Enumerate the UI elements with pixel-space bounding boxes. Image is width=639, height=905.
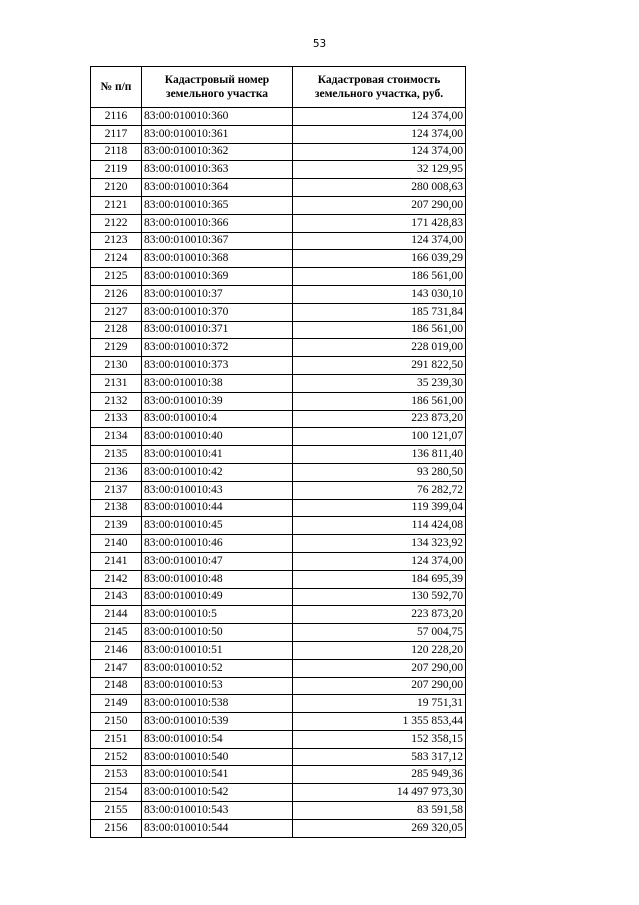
cadastral-number-cell: 83:00:010010:370 <box>142 303 293 321</box>
table-row <box>91 677 466 695</box>
table-header-row <box>91 67 466 108</box>
table-row <box>91 499 466 517</box>
row-number-cell: 2142 <box>91 570 142 588</box>
table-row <box>91 125 466 143</box>
cadastral-number-cell: 83:00:010010:540 <box>142 748 293 766</box>
cadastral-number-cell: 83:00:010010:52 <box>142 659 293 677</box>
table-row <box>91 321 466 339</box>
table-row <box>91 410 466 428</box>
cadastral-value-cell: 83 591,58 <box>293 802 466 820</box>
table-row <box>91 784 466 802</box>
cadastral-number-cell: 83:00:010010:361 <box>142 125 293 143</box>
cadastral-value-cell: 57 004,75 <box>293 624 466 642</box>
cadastral-number-cell: 83:00:010010:371 <box>142 321 293 339</box>
cadastral-value-cell: 100 121,07 <box>293 428 466 446</box>
cadastral-number-cell: 83:00:010010:539 <box>142 713 293 731</box>
row-number-cell: 2119 <box>91 161 142 179</box>
row-number-cell: 2136 <box>91 463 142 481</box>
cadastral-number-cell: 83:00:010010:44 <box>142 499 293 517</box>
cadastral-number-cell: 83:00:010010:363 <box>142 161 293 179</box>
row-number-cell: 2148 <box>91 677 142 695</box>
cadastral-value-cell: 124 374,00 <box>293 232 466 250</box>
cadastral-number-cell: 83:00:010010:5 <box>142 606 293 624</box>
cadastral-value-cell: 119 399,04 <box>293 499 466 517</box>
table-row <box>91 374 466 392</box>
cadastral-number-cell: 83:00:010010:39 <box>142 392 293 410</box>
cadastral-number-cell: 83:00:010010:366 <box>142 214 293 232</box>
cadastral-value-cell: 186 561,00 <box>293 268 466 286</box>
cadastral-value-cell: 120 228,20 <box>293 641 466 659</box>
table-row <box>91 695 466 713</box>
cadastral-value-cell: 186 561,00 <box>293 392 466 410</box>
row-number-cell: 2140 <box>91 535 142 553</box>
cadastral-number-cell: 83:00:010010:367 <box>142 232 293 250</box>
cadastral-value-cell: 185 731,84 <box>293 303 466 321</box>
cadastral-value-cell: 166 039,29 <box>293 250 466 268</box>
table-row <box>91 552 466 570</box>
cadastral-number-cell: 83:00:010010:369 <box>142 268 293 286</box>
table-row <box>91 108 466 126</box>
table-row <box>91 802 466 820</box>
table-row <box>91 196 466 214</box>
row-number-cell: 2152 <box>91 748 142 766</box>
column-header-num: № п/п <box>91 67 142 108</box>
row-number-cell: 2116 <box>91 108 142 126</box>
cadastral-number-cell: 83:00:010010:360 <box>142 108 293 126</box>
row-number-cell: 2126 <box>91 285 142 303</box>
cadastral-value-cell: 19 751,31 <box>293 695 466 713</box>
table-row <box>91 641 466 659</box>
cadastral-number-cell: 83:00:010010:543 <box>142 802 293 820</box>
cadastral-value-table <box>90 66 466 838</box>
cadastral-value-cell: 280 008,63 <box>293 179 466 197</box>
cadastral-value-cell: 152 358,15 <box>293 730 466 748</box>
row-number-cell: 2132 <box>91 392 142 410</box>
table-row <box>91 517 466 535</box>
table-row <box>91 463 466 481</box>
cadastral-number-cell: 83:00:010010:372 <box>142 339 293 357</box>
row-number-cell: 2125 <box>91 268 142 286</box>
cadastral-value-cell: 76 282,72 <box>293 481 466 499</box>
row-number-cell: 2128 <box>91 321 142 339</box>
cadastral-number-cell: 83:00:010010:544 <box>142 819 293 837</box>
row-number-cell: 2120 <box>91 179 142 197</box>
table-row <box>91 606 466 624</box>
table-row <box>91 268 466 286</box>
row-number-cell: 2143 <box>91 588 142 606</box>
row-number-cell: 2123 <box>91 232 142 250</box>
table-row <box>91 232 466 250</box>
cadastral-value-cell: 124 374,00 <box>293 125 466 143</box>
table-header <box>91 67 466 108</box>
row-number-cell: 2149 <box>91 695 142 713</box>
cadastral-number-cell: 83:00:010010:362 <box>142 143 293 161</box>
table-row <box>91 659 466 677</box>
column-header-cadastral-value: Кадастровая стоимость земельного участка, руб. <box>293 67 466 108</box>
table-body <box>91 108 466 838</box>
table-row <box>91 179 466 197</box>
row-number-cell: 2122 <box>91 214 142 232</box>
cadastral-value-cell: 285 949,36 <box>293 766 466 784</box>
row-number-cell: 2144 <box>91 606 142 624</box>
row-number-cell: 2156 <box>91 819 142 837</box>
row-number-cell: 2138 <box>91 499 142 517</box>
row-number-cell: 2127 <box>91 303 142 321</box>
cadastral-number-cell: 83:00:010010:45 <box>142 517 293 535</box>
cadastral-number-cell: 83:00:010010:37 <box>142 285 293 303</box>
cadastral-value-cell: 223 873,20 <box>293 410 466 428</box>
cadastral-number-cell: 83:00:010010:373 <box>142 357 293 375</box>
table-row <box>91 446 466 464</box>
table-row <box>91 481 466 499</box>
cadastral-value-cell: 134 323,92 <box>293 535 466 553</box>
cadastral-number-cell: 83:00:010010:43 <box>142 481 293 499</box>
table-row <box>91 535 466 553</box>
cadastral-number-cell: 83:00:010010:49 <box>142 588 293 606</box>
row-number-cell: 2131 <box>91 374 142 392</box>
cadastral-value-cell: 35 239,30 <box>293 374 466 392</box>
cadastral-number-cell: 83:00:010010:542 <box>142 784 293 802</box>
table-row <box>91 819 466 837</box>
cadastral-number-cell: 83:00:010010:364 <box>142 179 293 197</box>
cadastral-value-cell: 124 374,00 <box>293 143 466 161</box>
table-row <box>91 357 466 375</box>
row-number-cell: 2135 <box>91 446 142 464</box>
cadastral-value-cell: 583 317,12 <box>293 748 466 766</box>
cadastral-number-cell: 83:00:010010:38 <box>142 374 293 392</box>
row-number-cell: 2124 <box>91 250 142 268</box>
cadastral-number-cell: 83:00:010010:50 <box>142 624 293 642</box>
row-number-cell: 2141 <box>91 552 142 570</box>
table-row <box>91 766 466 784</box>
table-row <box>91 624 466 642</box>
cadastral-value-cell: 93 280,50 <box>293 463 466 481</box>
cadastral-value-cell: 223 873,20 <box>293 606 466 624</box>
cadastral-number-cell: 83:00:010010:51 <box>142 641 293 659</box>
row-number-cell: 2139 <box>91 517 142 535</box>
cadastral-value-cell: 130 592,70 <box>293 588 466 606</box>
row-number-cell: 2137 <box>91 481 142 499</box>
table-row <box>91 713 466 731</box>
cadastral-number-cell: 83:00:010010:541 <box>142 766 293 784</box>
row-number-cell: 2133 <box>91 410 142 428</box>
table-row <box>91 428 466 446</box>
cadastral-number-cell: 83:00:010010:53 <box>142 677 293 695</box>
row-number-cell: 2117 <box>91 125 142 143</box>
cadastral-number-cell: 83:00:010010:40 <box>142 428 293 446</box>
table-row <box>91 748 466 766</box>
row-number-cell: 2155 <box>91 802 142 820</box>
row-number-cell: 2118 <box>91 143 142 161</box>
cadastral-number-cell: 83:00:010010:42 <box>142 463 293 481</box>
row-number-cell: 2153 <box>91 766 142 784</box>
cadastral-value-cell: 207 290,00 <box>293 677 466 695</box>
row-number-cell: 2150 <box>91 713 142 731</box>
row-number-cell: 2151 <box>91 730 142 748</box>
cadastral-value-cell: 124 374,00 <box>293 108 466 126</box>
table-row <box>91 392 466 410</box>
table-row <box>91 339 466 357</box>
cadastral-value-cell: 143 030,10 <box>293 285 466 303</box>
table-row <box>91 570 466 588</box>
cadastral-value-cell: 171 428,83 <box>293 214 466 232</box>
cadastral-number-cell: 83:00:010010:538 <box>142 695 293 713</box>
table-row <box>91 730 466 748</box>
column-header-cadastral-number: Кадастровый номер земельного участка <box>142 67 293 108</box>
cadastral-value-cell: 207 290,00 <box>293 196 466 214</box>
table-row <box>91 214 466 232</box>
cadastral-value-cell: 32 129,95 <box>293 161 466 179</box>
row-number-cell: 2145 <box>91 624 142 642</box>
row-number-cell: 2154 <box>91 784 142 802</box>
table-row <box>91 588 466 606</box>
row-number-cell: 2147 <box>91 659 142 677</box>
cadastral-number-cell: 83:00:010010:41 <box>142 446 293 464</box>
table-row <box>91 143 466 161</box>
row-number-cell: 2121 <box>91 196 142 214</box>
cadastral-number-cell: 83:00:010010:365 <box>142 196 293 214</box>
cadastral-number-cell: 83:00:010010:368 <box>142 250 293 268</box>
table-row <box>91 161 466 179</box>
cadastral-value-cell: 291 822,50 <box>293 357 466 375</box>
cadastral-value-cell: 1 355 853,44 <box>293 713 466 731</box>
page-number: 53 <box>312 38 327 50</box>
table-row <box>91 250 466 268</box>
cadastral-number-cell: 83:00:010010:54 <box>142 730 293 748</box>
table-row <box>91 285 466 303</box>
cadastral-value-cell: 136 811,40 <box>293 446 466 464</box>
cadastral-value-cell: 207 290,00 <box>293 659 466 677</box>
cadastral-value-cell: 269 320,05 <box>293 819 466 837</box>
cadastral-number-cell: 83:00:010010:48 <box>142 570 293 588</box>
cadastral-value-cell: 186 561,00 <box>293 321 466 339</box>
cadastral-value-cell: 228 019,00 <box>293 339 466 357</box>
row-number-cell: 2146 <box>91 641 142 659</box>
cadastral-value-cell: 124 374,00 <box>293 552 466 570</box>
row-number-cell: 2134 <box>91 428 142 446</box>
cadastral-value-cell: 184 695,39 <box>293 570 466 588</box>
cadastral-number-cell: 83:00:010010:46 <box>142 535 293 553</box>
table-row <box>91 303 466 321</box>
cadastral-number-cell: 83:00:010010:47 <box>142 552 293 570</box>
cadastral-value-cell: 114 424,08 <box>293 517 466 535</box>
row-number-cell: 2129 <box>91 339 142 357</box>
row-number-cell: 2130 <box>91 357 142 375</box>
cadastral-value-cell: 14 497 973,30 <box>293 784 466 802</box>
cadastral-number-cell: 83:00:010010:4 <box>142 410 293 428</box>
